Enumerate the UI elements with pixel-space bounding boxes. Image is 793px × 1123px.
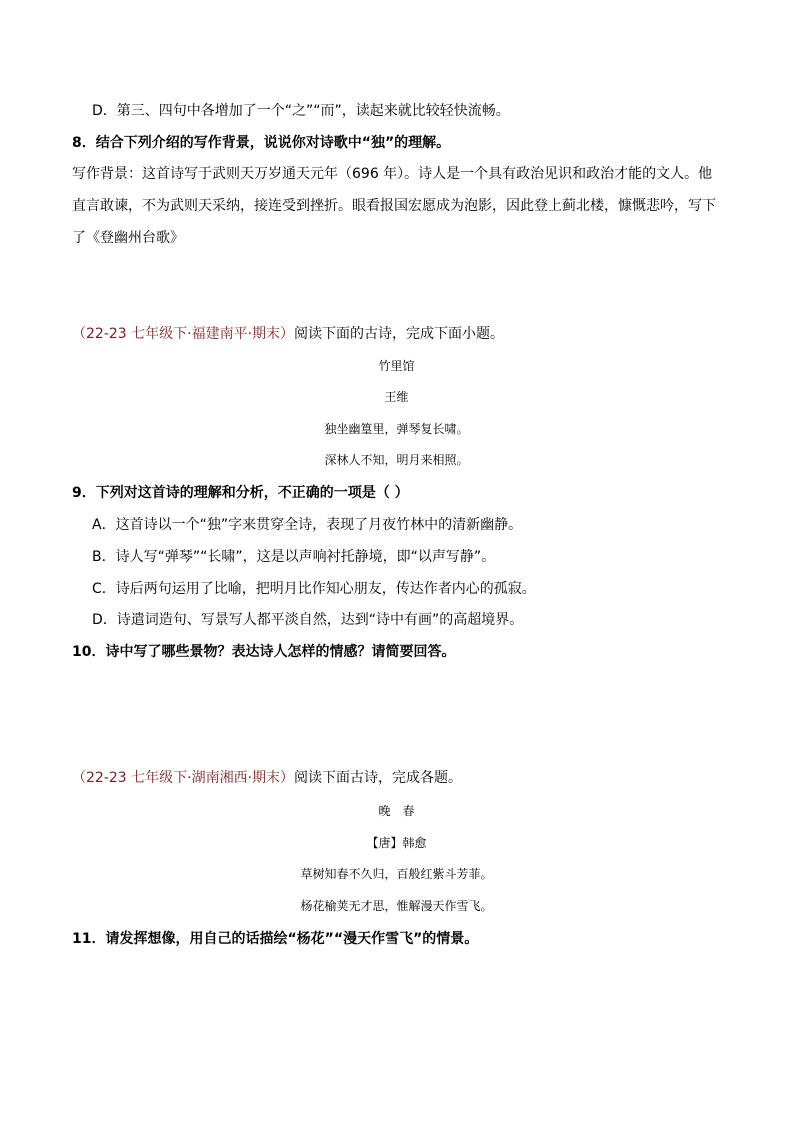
poem1-line2: 深林人不知，明月来相照。 (324, 453, 469, 467)
q7-option-d: D．第三、四句中各增加了一个“之”“而”，读起来就比较轻快流畅。 (92, 103, 510, 119)
q9-option-d: D．诗遣词造句、写景写人都平淡自然，达到“诗中有画”的高超境界。 (92, 612, 524, 628)
q9-option-c: C．诗后两句运用了比喻，把明月比作知心朋友，传达作者内心的孤寂。 (92, 581, 536, 597)
section3-instruction: 阅读下面古诗，完成各题。 (294, 770, 463, 786)
poem1-author: 王维 (384, 390, 409, 404)
q11-question: 11．请发挥想像，用自己的话描绘“杨花”“漫天作雪飞”的情景。 (72, 931, 479, 947)
q10-question: 10．诗中写了哪些景物？表达诗人怎样的情感？请简要回答。 (72, 644, 456, 660)
poem1-title: 竹里馆 (378, 359, 415, 373)
section2-instruction: 阅读下面的古诗，完成下面小题。 (294, 326, 505, 342)
poem1-line1: 独坐幽篁里，弹琴复长啸。 (324, 422, 469, 436)
section2-header (72, 324, 504, 344)
q9-question: 9．下列对这首诗的理解和分析，不正确的一项是（ ） (72, 485, 409, 501)
section3-source: （22-23 七年级下·湖南湘西·期末） (72, 770, 295, 786)
q8-question: 8．结合下列介绍的写作背景，说说你对诗歌中“独”的理解。 (72, 135, 451, 151)
q8-background: 写作背景：这首诗写于武则天万岁通天元年（696 年）。诗人是一个具有政治见识和政治才能的文人。他直言敢谏，不为武则天采纳，接连受到挫折。眼看报国宏愿成为泡影，因此登上蓟北楼，慷慨悲吟，写下了《登幽州台歌》 (72, 166, 716, 246)
poem2-line1: 草树知春不久归，百般红紫斗芳菲。 (300, 867, 493, 881)
q9-option-b: B．诗人写“弹琴”“长啸”，这是以声响衬托静境，即“以声写静”。 (92, 549, 496, 565)
poem2-author: 【唐】韩愈 (366, 836, 427, 850)
poem2-line2: 杨花榆荚无才思，惟解漫天作雪飞。 (300, 899, 493, 913)
q9-option-a: A．这首诗以一个“独”字来贯穿全诗，表现了月夜竹林中的清新幽静。 (92, 517, 523, 533)
poem2-title: 晚 春 (378, 804, 415, 818)
section3-header (72, 768, 462, 788)
section2-source: （22-23 七年级下·福建南平·期末） (72, 326, 295, 342)
